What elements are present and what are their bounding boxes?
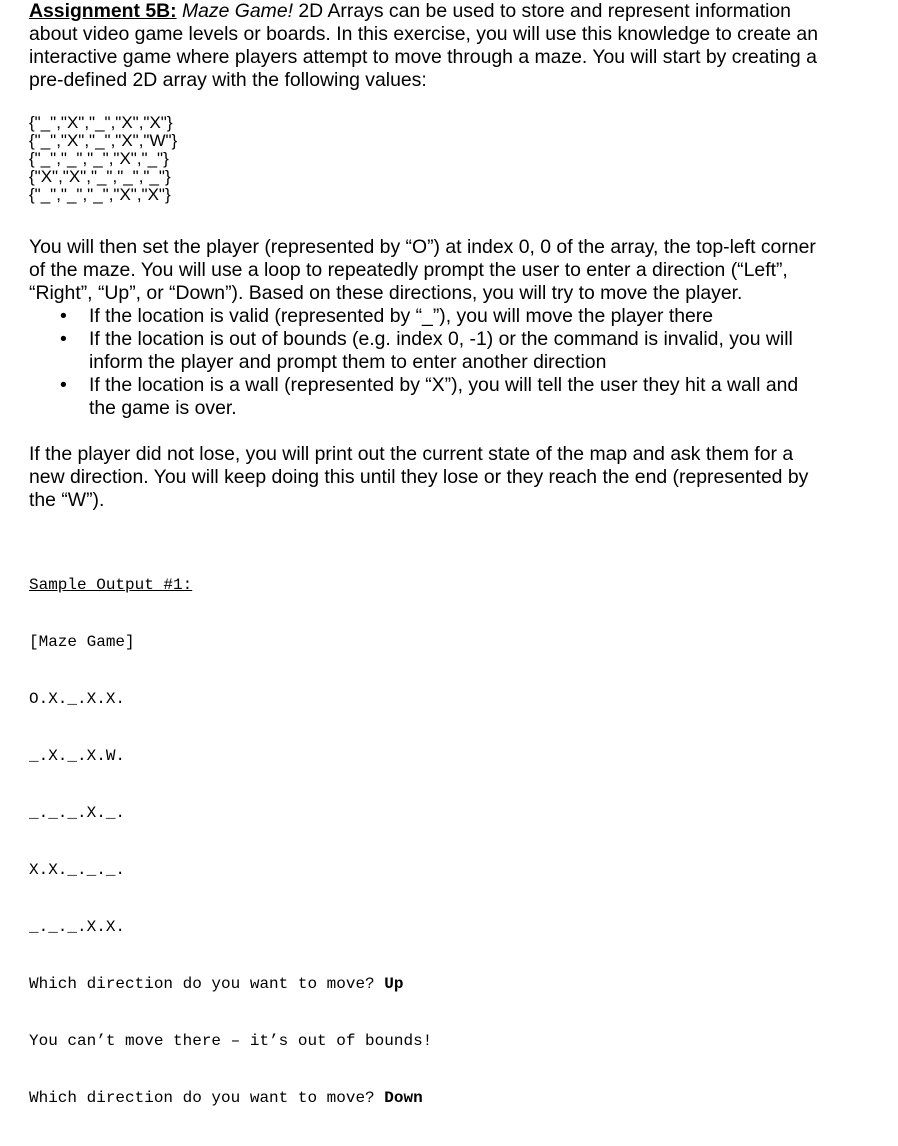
array-row: {"_","X","_","X","W"} bbox=[29, 131, 178, 150]
sample-output-label: Sample Output #1: bbox=[29, 576, 193, 594]
continuation-paragraph: If the player did not lose, you will print out the current state of the map and ask them for a new direction. You will keep doing this until they lose or they reach the end (represented by the “W”). bbox=[29, 443, 809, 511]
bullet-icon: • bbox=[60, 328, 67, 350]
assignment-title: Maze Game! bbox=[182, 0, 293, 22]
response-line: You can’t move there – it’s out of bounds! bbox=[29, 1032, 433, 1050]
map-row: O.X._.X.X. bbox=[29, 690, 126, 708]
prompt-line: Which direction do you want to move? Down bbox=[29, 1089, 423, 1107]
bullet-icon: • bbox=[60, 305, 67, 327]
list-item: • If the location is out of bounds (e.g. index 0, -1) or the command is invalid, you will inform the player and prompt them to enter another direction bbox=[60, 328, 793, 373]
user-answer: Down bbox=[384, 1089, 423, 1107]
sample-title: [Maze Game] bbox=[29, 633, 135, 651]
rules-list bbox=[29, 305, 829, 420]
array-row: {"_","X","_","X","X"} bbox=[29, 113, 173, 132]
map-row: X.X._._._. bbox=[29, 861, 126, 879]
array-definition bbox=[29, 114, 829, 204]
intro-paragraph bbox=[29, 0, 829, 92]
instructions-paragraph: You will then set the player (represented by “O”) at index 0, 0 of the array, the top-left corner of the maze. You will use a loop to repeatedly prompt the user to enter a direction (“Left”, “Right”, “Up”, or “Down”). Based on these directions, you will try to move the player. bbox=[29, 236, 816, 304]
map-row: _._._.X._. bbox=[29, 804, 126, 822]
user-answer: Up bbox=[384, 975, 404, 993]
array-row: {"X","X","_","_","_"} bbox=[29, 167, 171, 186]
array-row: {"_","_","_","X","_"} bbox=[29, 149, 169, 168]
array-row: {"_","_","_","X","X"} bbox=[29, 185, 171, 204]
list-item: • If the location is a wall (represented by “X”), you will tell the user they hit a wall and the game is over. bbox=[60, 374, 799, 419]
assignment-label: Assignment 5B: bbox=[29, 0, 177, 22]
map-row: _._._.X.X. bbox=[29, 918, 126, 936]
intro-text: 2D Arrays can be used to store and represent information about video game levels or boards. In this exercise, you will use this knowledge to create an interactive game where players attempt to move through a maze. You will start by creating a pre-defined 2D array with the following values: bbox=[29, 0, 818, 91]
sample-output bbox=[29, 538, 829, 1146]
document-page bbox=[29, 0, 829, 1146]
bullet-icon: • bbox=[60, 374, 67, 396]
prompt-line: Which direction do you want to move? Up bbox=[29, 975, 404, 993]
list-item: • If the location is valid (represented by “_”), you will move the player there bbox=[60, 305, 714, 327]
map-row: _.X._.X.W. bbox=[29, 747, 126, 765]
